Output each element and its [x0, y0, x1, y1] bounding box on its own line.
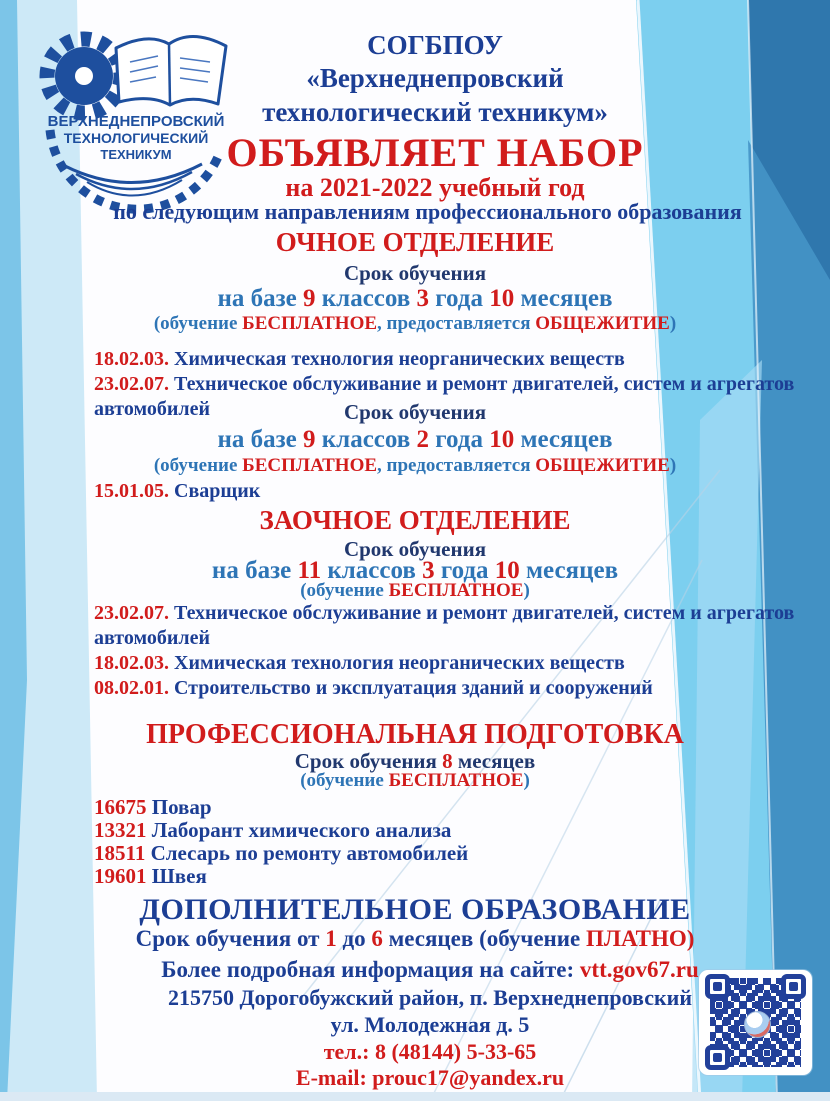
- address-line1: 215750 Дорогобужский район, п. Верхнеднепровский: [168, 985, 692, 1010]
- full-time-title: ОЧНОЕ ОТДЕЛЕНИЕ: [275, 227, 555, 257]
- qr-finder-top-left: [705, 974, 730, 999]
- qr-center-logo: [744, 1011, 771, 1038]
- full-time-duration2-label: Срок обучения: [343, 400, 487, 424]
- email-line: E-mail: prouc17@yandex.ru: [295, 1065, 565, 1090]
- program-line: 18.02.03. Химическая технология неорганических веществ: [94, 348, 625, 370]
- full-time-note2-line: (обучение БЕСПЛАТНОЕ, предоставляется ОБЩЕЖИТИЕ): [153, 455, 677, 476]
- program-line: 19601 Швея: [94, 864, 207, 888]
- program-line: 08.02.01. Строительство и эксплуатация зданий и сооружений: [94, 677, 653, 699]
- program-line: 23.02.07. Техническое обслуживание и ремонт двигателей, систем и агрегатов автомобилей: [94, 373, 795, 420]
- vocational-note-line: (обучение БЕСПЛАТНОЕ): [300, 770, 530, 791]
- logo-text-line1: ВЕРХНЕДНЕПРОВСКИЙ: [47, 113, 225, 130]
- distance-duration-label: Срок обучения: [343, 537, 487, 561]
- bottom-strip: [0, 1092, 830, 1101]
- logo-text-line3: ТЕХНИКУМ: [100, 147, 172, 162]
- program-line: 13321 Лаборант химического анализа: [94, 818, 452, 842]
- full-time-base-line: на базе 9 классов 3 года 10 месяцев: [217, 285, 613, 312]
- gear-icon: [47, 39, 121, 113]
- qr-finder-bottom-left: [705, 1045, 730, 1070]
- vocational-title: ПРОФЕССИОНАЛЬНАЯ ПОДГОТОВКА: [146, 719, 684, 750]
- org-name-line1: СОГБПОУ: [367, 30, 503, 60]
- website-line: Более подробная информация на сайте: vtt.gov67.ru: [161, 957, 699, 982]
- additional-duration-line: Срок обучения от 1 до 6 месяцев (обучение ПЛАТНО): [135, 926, 695, 951]
- announce-title: ОБЪЯВЛЯЕТ НАБОР: [226, 130, 644, 175]
- program-line: 18.02.03. Химическая технология неорганических веществ: [94, 652, 625, 674]
- additional-title: ДОПОЛНИТЕЛЬНОЕ ОБРАЗОВАНИЕ: [139, 893, 691, 926]
- phone-line: тел.: 8 (48144) 5-33-65: [323, 1039, 537, 1064]
- program-line: 15.01.05. Сварщик: [94, 480, 261, 502]
- academic-year-line: на 2021-2022 учебный год: [285, 173, 585, 202]
- full-time-base2-line: на базе 9 классов 2 года 10 месяцев: [217, 426, 613, 453]
- full-time-note-line: (обучение БЕСПЛАТНОЕ, предоставляется ОБЩЕЖИТИЕ): [153, 313, 677, 334]
- college-logo: [20, 14, 240, 214]
- org-name-line2: «Верхнеднепровский: [306, 63, 564, 93]
- program-line: 18511 Слесарь по ремонту автомобилей: [94, 841, 469, 865]
- logo-text-line2: ТЕХНОЛОГИЧЕСКИЙ: [63, 130, 209, 146]
- program-line: 23.02.07. Техническое обслуживание и ремонт двигателей, систем и агрегатов автомобилей: [94, 602, 795, 649]
- address-line2: ул. Молодежная д. 5: [330, 1012, 530, 1037]
- distance-base-line: на базе 11 классов 3 года 10 месяцев: [211, 557, 619, 584]
- org-name-line3: технологический техникум»: [262, 97, 608, 127]
- qr-finder-top-right: [781, 974, 806, 999]
- qr-code-icon: [699, 970, 812, 1075]
- full-time-duration-label: Срок обучения: [343, 261, 487, 285]
- distance-title: ЗАОЧНОЕ ОТДЕЛЕНИЕ: [259, 505, 571, 535]
- program-line: 16675 Повар: [94, 795, 212, 819]
- vocational-duration-line: Срок обучения 8 месяцев: [294, 749, 536, 773]
- subtitle-line: по следующим направлениям профессионального образования: [113, 199, 742, 224]
- distance-note-line: (обучение БЕСПЛАТНОЕ): [300, 580, 530, 601]
